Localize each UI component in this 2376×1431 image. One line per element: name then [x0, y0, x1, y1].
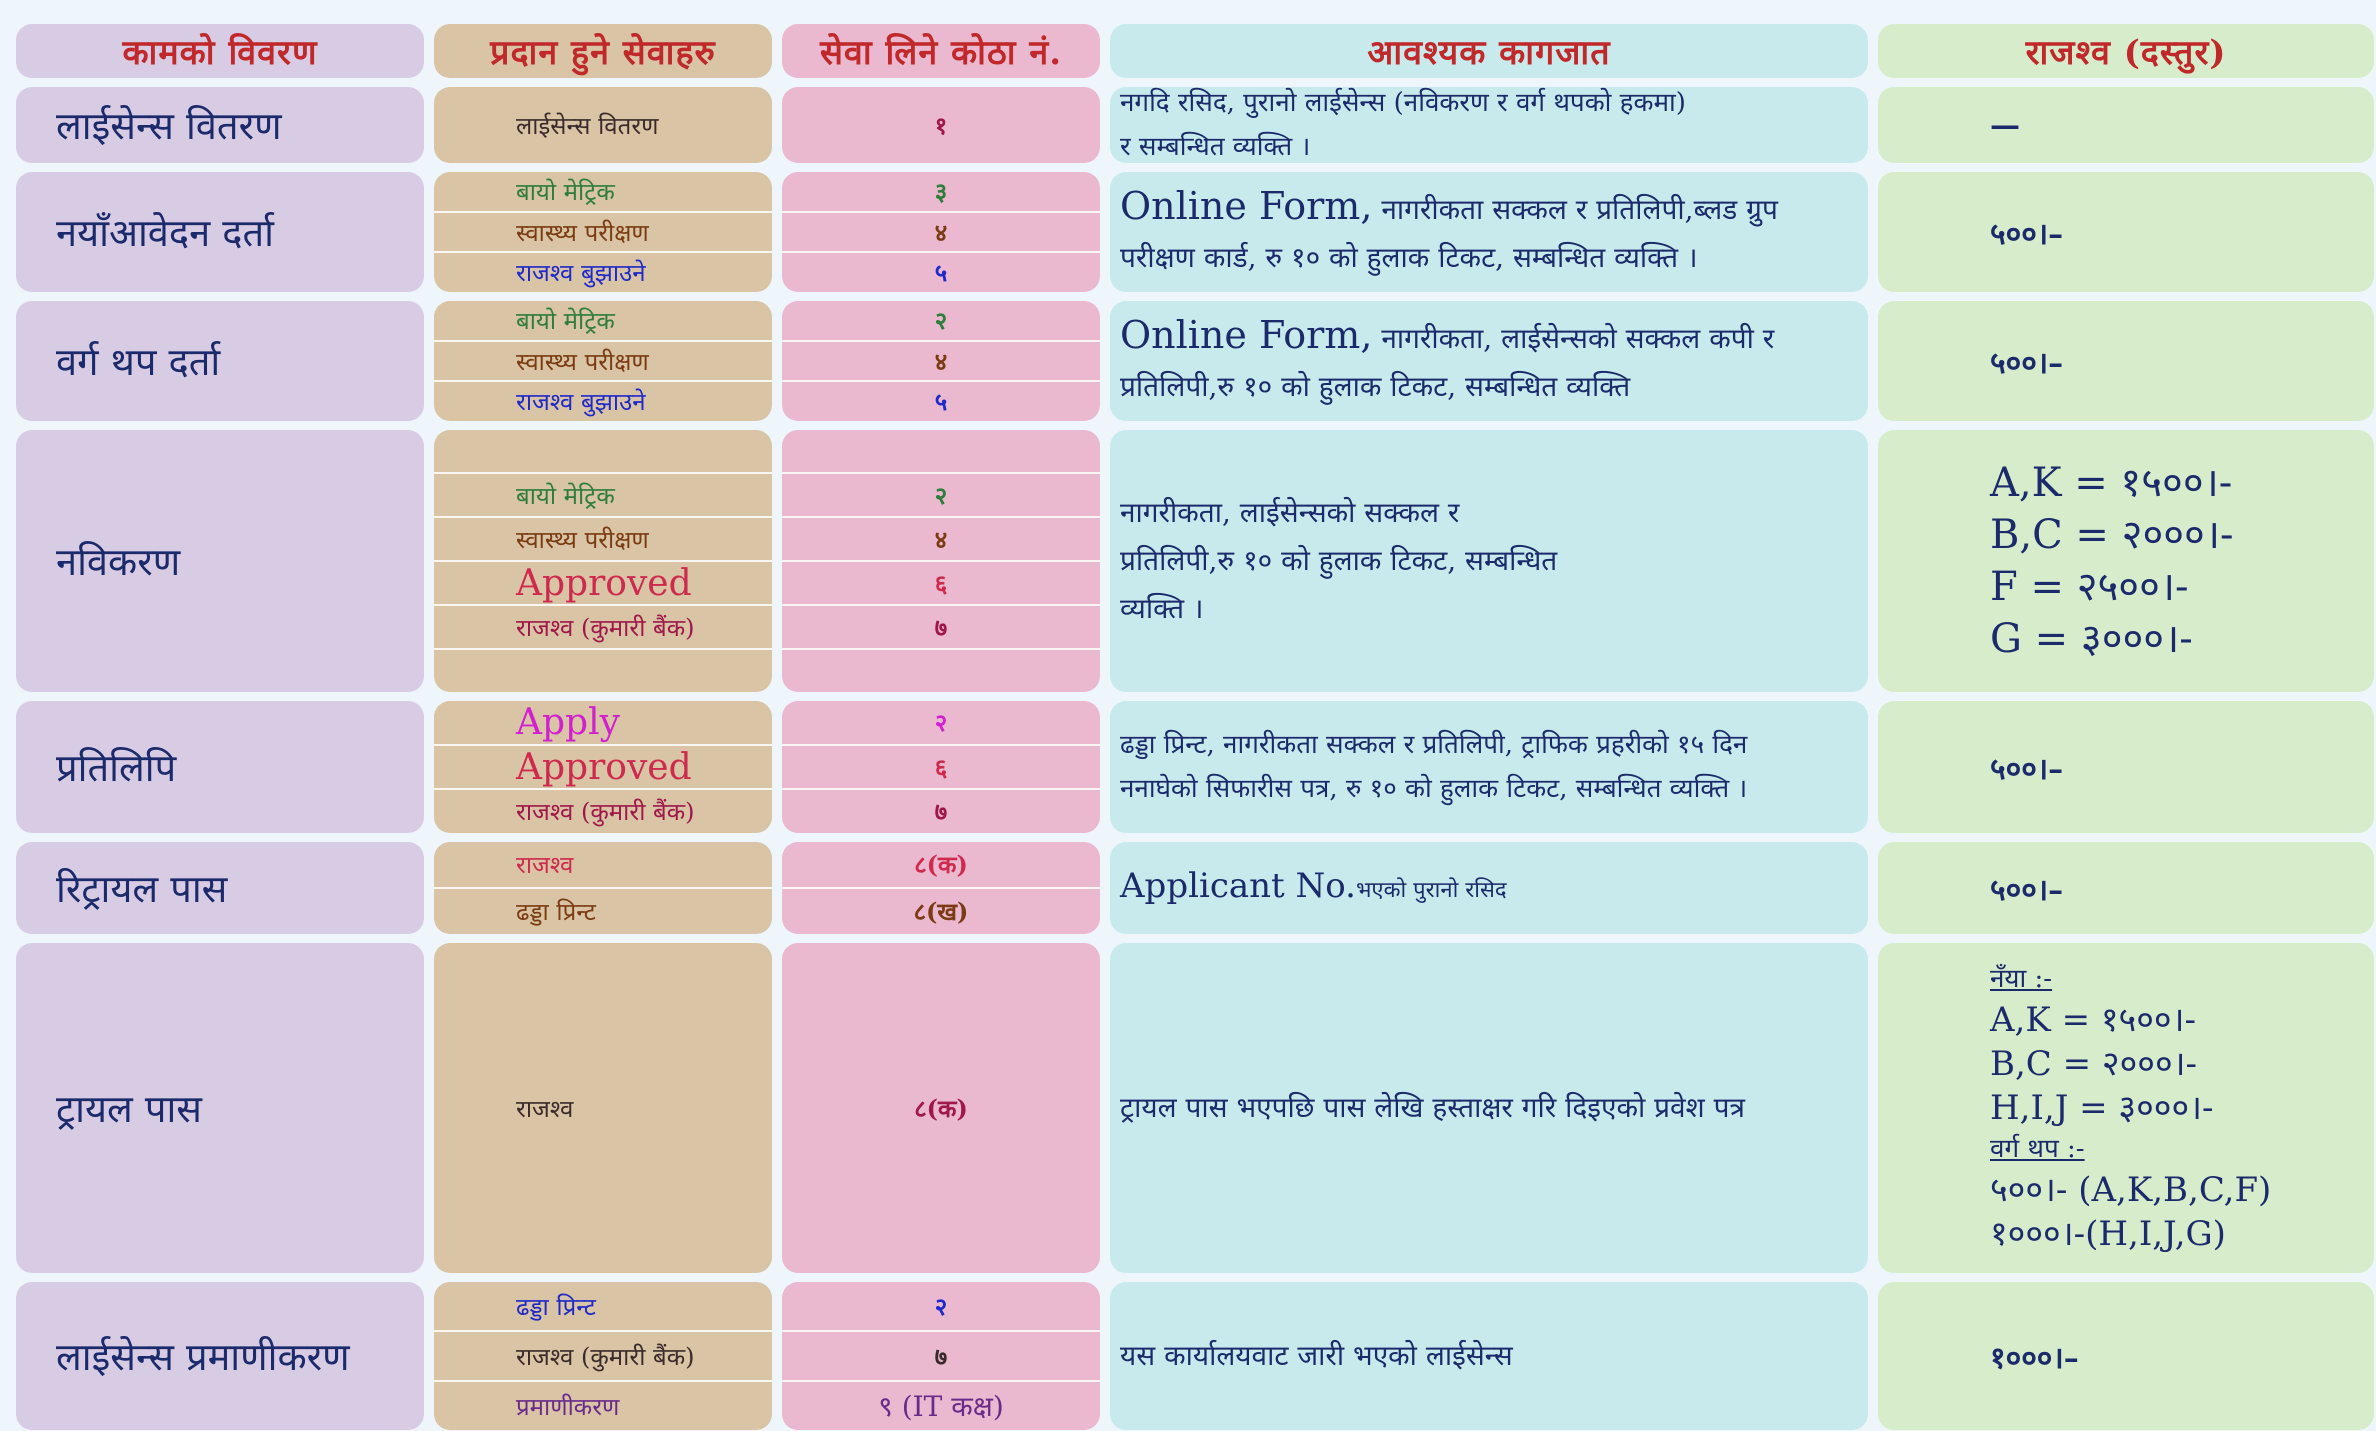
services-cell: [434, 430, 772, 692]
room-number: ४: [782, 342, 1100, 383]
fee-cell: ५००।–: [1878, 301, 2374, 421]
fee-cell: —: [1878, 87, 2374, 163]
fee-line: B,C = २०००।-: [1990, 1044, 2198, 1084]
task-cell: प्रतिलिपि: [16, 701, 424, 833]
services-cell: [434, 87, 772, 163]
fee-line: H,I,J = ३०००।-: [1990, 1088, 2214, 1128]
task-cell: लाईसेन्स प्रमाणीकरण: [16, 1282, 424, 1430]
service-item: बायो मेट्रिक: [434, 474, 772, 518]
room-cell: [782, 701, 1100, 833]
documents-cell: [1110, 701, 1868, 833]
fee-line: B,C = २०००।-: [1990, 512, 2234, 558]
room-number: ४: [782, 213, 1100, 254]
room-cell: [782, 842, 1100, 934]
service-item: स्वास्थ्य परीक्षण: [434, 518, 772, 562]
room-number: ४: [782, 518, 1100, 562]
service-item: ढड्डा प्रिन्ट: [516, 898, 596, 926]
documents-cell: [1110, 87, 1868, 163]
service-item: बायो मेट्रिक: [434, 301, 772, 342]
doc-line: ढड्डा प्रिन्ट, नागरीकता सक्कल र प्रतिलिपी, ट्राफिक प्रहरीको १५ दिन: [1120, 730, 1748, 760]
header-room-number: सेवा लिने कोठा नं.: [782, 24, 1100, 78]
services-cell: [434, 1282, 772, 1430]
doc-line: ननाघेको सिफारीस पत्र, रु १० को हुलाक टिकट, सम्बन्धित व्यक्ति ।: [1120, 774, 1748, 804]
room-number: ५: [934, 258, 948, 288]
fee-cell: ५००।–: [1878, 701, 2374, 833]
doc-line: यस कार्यालयवाट जारी भएको लाईसेन्स: [1120, 1339, 1513, 1372]
services-table: [16, 24, 2360, 1430]
fee-cell: १०००।–: [1878, 1282, 2374, 1430]
header-revenue-fee: राजश्व (दस्तुर): [1878, 24, 2374, 78]
fee-cell: [1878, 943, 2374, 1273]
room-cell: [782, 172, 1100, 292]
room-cell: [782, 1282, 1100, 1430]
service-item: बायो मेट्रिक: [434, 172, 772, 213]
room-number: २: [782, 301, 1100, 342]
fee-cell: ५००।–: [1878, 172, 2374, 292]
doc-line: नागरीकता सक्कल र प्रतिलिपी,ब्लड ग्रुप: [1372, 193, 1778, 226]
fee-new-label: नँया :-: [1990, 964, 2053, 994]
services-cell: [434, 842, 772, 934]
service-item: राजश्व बुझाउने: [516, 388, 646, 417]
room-number-empty: [782, 650, 1100, 692]
service-item: राजश्व बुझाउने: [516, 259, 646, 288]
service-item: Apply: [434, 701, 772, 746]
task-cell: लाईसेन्स वितरण: [16, 87, 424, 163]
room-number: २: [782, 701, 1100, 746]
documents-cell: [1110, 430, 1868, 692]
task-cell: ट्रायल पास: [16, 943, 424, 1273]
documents-cell: [1110, 301, 1868, 421]
doc-line: भएको पुरानो रसिद: [1355, 877, 1507, 903]
room-number: २: [782, 474, 1100, 518]
service-item: राजश्व: [516, 1094, 574, 1123]
doc-line: परीक्षण कार्ड, रु १० को हुलाक टिकट, सम्बन्धित व्यक्ति ।: [1120, 241, 1698, 274]
room-number: ७: [782, 606, 1100, 650]
room-number: ३: [782, 172, 1100, 213]
header-required-documents: आवश्यक कागजात: [1110, 24, 1868, 78]
room-cell: [782, 430, 1100, 692]
documents-cell: [1110, 1282, 1868, 1430]
room-number: ९ (IT कक्ष): [878, 1390, 1004, 1423]
doc-line: प्रतिलिपी,रु १० को हुलाक टिकट, सम्बन्धित व्यक्ति: [1120, 370, 1631, 403]
service-item: स्वास्थ्य परीक्षण: [434, 213, 772, 254]
doc-line: प्रतिलिपी,रु १० को हुलाक टिकट, सम्बन्धित: [1120, 544, 1558, 577]
service-item: Approved: [434, 746, 772, 791]
service-item: ढड्डा प्रिन्ट: [434, 1282, 772, 1332]
fee-line: A,K = १५००।-: [1990, 1000, 2196, 1040]
room-number: ६: [782, 746, 1100, 791]
room-number: ८(क): [914, 1093, 968, 1123]
header-task-description: कामको विवरण: [16, 24, 424, 78]
task-cell: नयाँआवेदन दर्ता: [16, 172, 424, 292]
task-cell: नविकरण: [16, 430, 424, 692]
documents-cell: [1110, 842, 1868, 934]
room-number: ८(क): [782, 842, 1100, 889]
documents-cell: [1110, 943, 1868, 1273]
service-item: Approved: [434, 562, 772, 606]
services-cell: [434, 301, 772, 421]
service-item: राजश्व (कुमारी बैंक): [434, 1332, 772, 1382]
fee-line: १०००।-(H,I,J,G): [1990, 1214, 2226, 1254]
room-cell: [782, 943, 1100, 1273]
service-item: राजश्व (कुमारी बैंक): [516, 798, 695, 827]
doc-highlight: Online Form,: [1120, 184, 1373, 228]
task-cell: रिट्रायल पास: [16, 842, 424, 934]
service-item-empty: [434, 650, 772, 692]
doc-line: नगदि रसिद, पुरानो लाईसेन्स (नविकरण र वर्ग थपको हकमा): [1120, 88, 1686, 118]
doc-line: ट्रायल पास भएपछि पास लेखि हस्ताक्षर गरि दिइएको प्रवेश पत्र: [1120, 1091, 1745, 1124]
service-item: राजश्व (कुमारी बैंक): [434, 606, 772, 650]
room-cell: [782, 301, 1100, 421]
services-cell: [434, 172, 772, 292]
service-item-empty: [434, 430, 772, 474]
room-number: ५: [934, 387, 948, 417]
doc-line: नागरीकता, लाईसेन्सको सक्कल र: [1120, 496, 1460, 529]
header-services: प्रदान हुने सेवाहरु: [434, 24, 772, 78]
room-number: ७: [934, 797, 948, 827]
doc-line: नागरीकता, लाईसेन्सको सक्कल कपी र: [1372, 322, 1775, 355]
fee-line: F = २५००।-: [1990, 564, 2189, 610]
documents-cell: [1110, 172, 1868, 292]
room-number: ८(ख): [913, 897, 969, 926]
doc-highlight: Online Form,: [1120, 313, 1373, 357]
room-number: २: [782, 1282, 1100, 1332]
fee-line: ५००।- (A,K,B,C,F): [1990, 1170, 2272, 1210]
fee-cell: ५००।–: [1878, 842, 2374, 934]
service-item: प्रमाणीकरण: [516, 1392, 620, 1421]
fee-line: A,K = १५००।-: [1990, 460, 2233, 506]
services-cell: [434, 701, 772, 833]
service-item: राजश्व: [434, 842, 772, 889]
room-number: ६: [782, 562, 1100, 606]
room-cell: [782, 87, 1100, 163]
fee-cell: [1878, 430, 2374, 692]
room-number-empty: [782, 430, 1100, 474]
fee-add-label: वर्ग थप :-: [1990, 1134, 2085, 1164]
services-cell: [434, 943, 772, 1273]
doc-highlight: Applicant No.: [1120, 865, 1356, 906]
task-cell: वर्ग थप दर्ता: [16, 301, 424, 421]
service-item: लाईसेन्स वितरण: [516, 111, 659, 140]
doc-line: व्यक्ति ।: [1120, 592, 1204, 625]
room-number: १: [934, 110, 948, 140]
service-item: स्वास्थ्य परीक्षण: [434, 342, 772, 383]
room-number: ७: [782, 1332, 1100, 1382]
fee-line: G = ३०००।-: [1990, 616, 2193, 662]
doc-line: र सम्बन्धित व्यक्ति ।: [1120, 132, 1311, 162]
